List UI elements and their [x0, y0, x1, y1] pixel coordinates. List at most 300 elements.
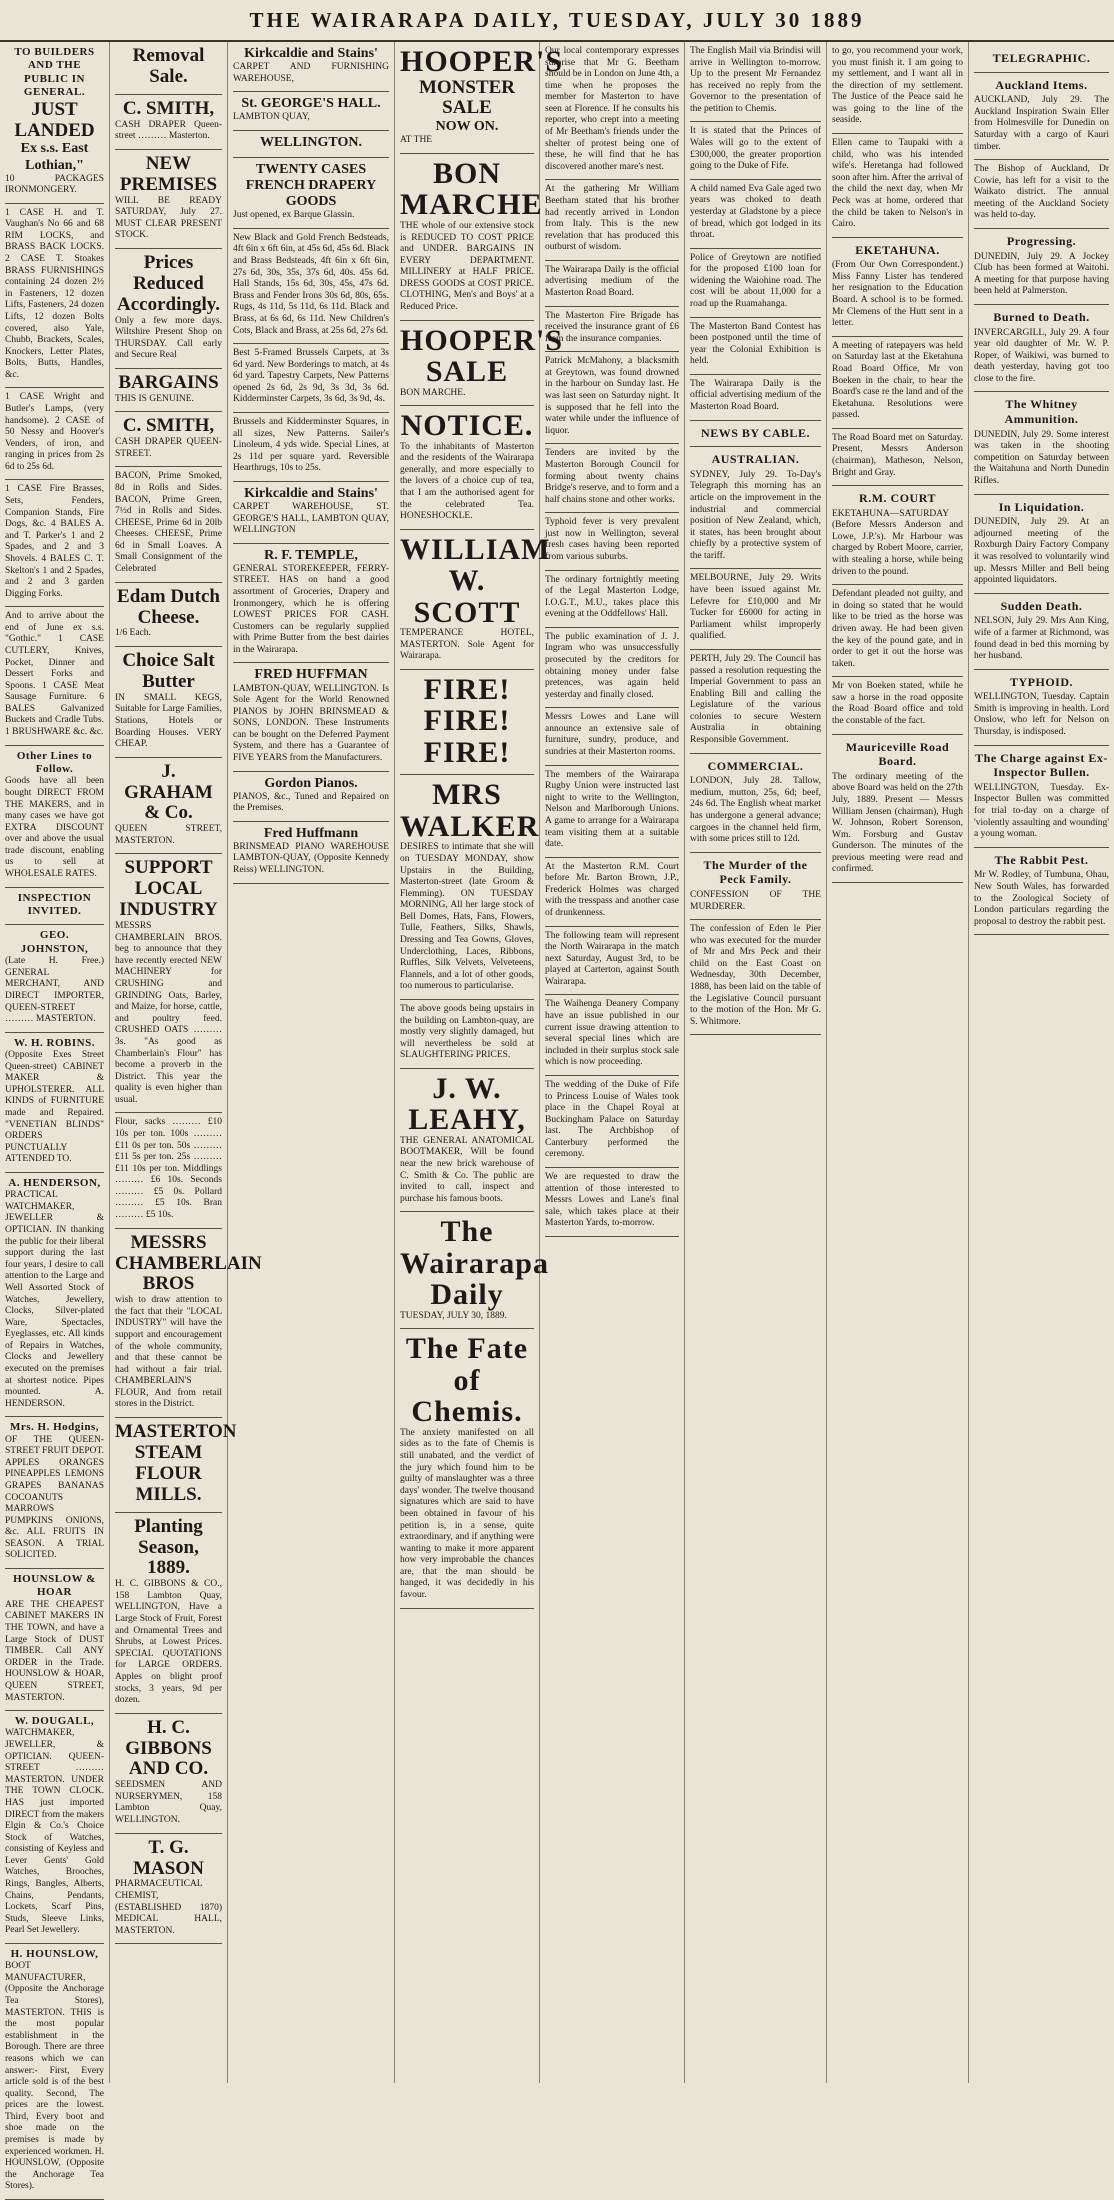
block-heading: Sudden Death.: [1000, 598, 1083, 613]
divider: [545, 707, 679, 708]
divider: [233, 130, 389, 131]
article-block: [233, 667, 389, 764]
divider: [832, 237, 963, 238]
divider: [400, 774, 534, 775]
divider: [974, 745, 1109, 746]
block-heading: MRS WALKER: [400, 778, 540, 843]
article-block: [115, 1231, 262, 1411]
article-block: [690, 322, 821, 368]
article-block: [690, 858, 821, 913]
divider: [400, 529, 534, 530]
block-body-text: The Waihenga Deanery Company have an issue published in our current issue drawing attention to several special lines which are included in their surplus stock sale which is now proceeding.: [545, 999, 679, 1068]
article-block: [233, 486, 389, 537]
article-block: [5, 208, 104, 382]
block-body-text: The Masterton Fire Brigade has received the insurance grant of £6 from the insurance companies.: [545, 310, 679, 344]
article-block: [690, 654, 821, 747]
article-block: [400, 1004, 534, 1062]
block-heading: SUPPORT LOCAL INDUSTRY: [119, 857, 218, 921]
block-heading: Mauriceville Road Board.: [845, 739, 950, 769]
divider: [5, 203, 104, 204]
block-heading: Other Lines to Follow.: [16, 749, 93, 776]
article-block: [974, 397, 1109, 487]
article-block: [400, 1215, 549, 1322]
block-heading: WILLIAM W. SCOTT: [400, 532, 551, 629]
block-heading: Planting Season, 1889.: [134, 1515, 203, 1579]
block-body-text: AT THE: [400, 135, 433, 146]
block-heading: In Liquidation.: [998, 499, 1085, 514]
block-body-text: LAMBTON-QUAY, WELLINGTON. Is Sole Agent for the World Renowned PIANOS by JOHN BRINSMEAD & SONS, LONDON. These Instruments can be bought on the Deferred Payment System, and there has a Guarantee of FIVE YEARS from the Manufacturers.: [233, 683, 389, 763]
divider: [400, 999, 534, 1000]
column-4: [395, 42, 564, 2083]
divider: [233, 412, 389, 413]
block-heading: Kirkcaldie and Stains': [244, 46, 378, 61]
block-body-text: 1 CASE Wright and Butler's Lamps, (very handsome). 2 CASE of 50 Nessy and Hoover's Venders, of iron, and ranging in prices from 2s 6d to 25s 6d.: [5, 392, 104, 472]
block-body-text: Mr von Boeken stated, while he saw a horse in the road opposite the Road Board office and told the constable of the fact.: [832, 681, 963, 726]
block-heading: MESSRS CHAMBERLAIN BROS: [115, 1231, 262, 1295]
block-heading: HOOPER'S SALE: [400, 323, 564, 389]
article-block: [974, 234, 1109, 298]
divider: [974, 72, 1109, 73]
article-block: [690, 253, 821, 311]
divider: [115, 1512, 222, 1513]
divider: [400, 1328, 534, 1329]
article-block: [545, 712, 679, 758]
block-heading: BARGAINS: [118, 371, 219, 393]
block-body-text: LAMBTON QUAY,: [233, 112, 310, 123]
divider: [5, 1416, 104, 1417]
divider: [545, 570, 679, 571]
block-heading: Mrs. H. Hodgins,: [10, 1421, 99, 1434]
divider: [974, 304, 1109, 305]
block-heading: TYPHOID.: [1009, 674, 1073, 689]
divider: [832, 734, 963, 735]
block-heading: Auckland Items.: [995, 77, 1088, 92]
block-body-text: (From Our Own Correspondent.) Miss Fanny Lister has tendered her resignation to the Education Board. A school is to be formed. Mr Clemens of the Hutt sent in a letter.: [832, 260, 963, 329]
article-block: [400, 1333, 534, 1601]
article-block: [233, 548, 389, 657]
block-body-text: The public examination of J. J. Ingram who was unsuccessfully prosecuted by the creditors for obtaining money under false pretences, was again held yesterday and finally closed.: [545, 631, 679, 700]
article-block: [974, 164, 1109, 222]
block-body-text: The Masterton Band Contest has been postponed until the time of year the Colonial Exhibition is held.: [690, 321, 821, 367]
divider: [400, 320, 534, 321]
divider: [115, 149, 222, 150]
block-body-text: SEEDSMEN AND NURSERYMEN, 158 Lambton Quay, WELLINGTON.: [115, 1780, 222, 1826]
block-heading: INSPECTION INVITED.: [17, 891, 92, 918]
block-body-text: New Black and Gold French Bedsteads, 4ft 6in x 6ft 6in, at 45s 6d, 45s 6d. Black and Brass Bedsteads, 4ft 6in x 6ft 6in, 27s 6d, 30s, 35s, 37s 6d, 40s. 45s 6d. Hall Stands, 15s 6d, 30s, 45s, 47s 6d. Brass and Fender Irons 30s 6d, 80s, 65s. Rugs, 4s 11d, 5s 11d, 6s 11d. Black and Brass, at 6s 6d, 6s 11d. New Children's Cots, Black and Brass, at 25s 6d, 27s 6d.: [233, 232, 389, 336]
block-body-text: Patrick McMahony, a blacksmith at Greytown, was found drowned in the harbour on Sunday last. He was last seen on Saturday night. It is supposed that he fell into the water while under the influence of liquor.: [545, 356, 679, 436]
article-block: [974, 78, 1109, 154]
article-block: [545, 184, 679, 253]
article-block: [233, 135, 389, 151]
block-heading: The Whitney Ammunition.: [1004, 397, 1079, 427]
divider: [233, 228, 389, 229]
block-body-text: BACON, Prime Smoked, 8d in Rolls and Sides. BACON, Prime Green, 7½d in Rolls and Sides. CHEESE, Prime 6d in 20lb Cheeses. CHEESE, Prime 6d in Small Loaves. A Small Consignment of the Celebrated: [115, 471, 222, 575]
article-block: [832, 681, 963, 727]
block-heading: AUSTRALIAN.: [711, 452, 800, 467]
divider: [5, 1568, 104, 1569]
block-heading: NOTICE.: [400, 409, 534, 443]
divider: [115, 466, 222, 467]
divider: [115, 1228, 222, 1229]
block-heading: WELLINGTON.: [259, 134, 363, 150]
divider: [400, 1068, 534, 1069]
divider: [115, 757, 222, 758]
block-body-text: MESSRS CHAMBERLAIN BROS. beg to announce that they have recently erected NEW MACHINERY for CRUSHING and GRINDING Oats, Barley, and Maize, for horse, cattle, and poultry feed. CRUSHED OATS ……… 3s. "As good as Chamberlain's Flour" has become a proverb in the District. This year the quality is even higher than usual.: [115, 921, 222, 1105]
block-body-text: A child named Eva Gale aged two years was choked to death yesterday at Gladstone by a piece of bread, which got lodged in its throat.: [690, 183, 821, 241]
article-block: [690, 126, 821, 172]
block-body-text: to go, you recommend your work, you must finish it. I am going to my settlement, and I want all in the direction of my settlement. The Justice of the Peace said he was going to the line of the seaside.: [832, 46, 963, 126]
block-body-text: The Bishop of Auckland, Dr Cowie, has left for a visit to the Waikato district. The annual meeting of the Auckland Society was held to-day.: [974, 164, 1109, 221]
block-body-text: wish to draw attention to the fact that their "LOCAL INDUSTRY" will have the support and encouragement of the whole community, and that these cannot be had without a fair trial. CHAMBERLAIN'S FLOUR, And from retail stores in the District.: [115, 1295, 222, 1410]
block-body-text: PHARMACEUTICAL CHEMIST, (ESTABLISHED 1870) MEDICAL HALL, MASTERTON.: [115, 1879, 222, 1936]
article-block: [545, 999, 679, 1068]
divider: [974, 391, 1109, 392]
divider: [5, 1710, 104, 1711]
divider: [233, 771, 389, 772]
divider: [832, 428, 963, 429]
block-body-text: It is stated that the Princes of Wales will go to the extent of £300,000, the greater proportion going to the Duke of Fife.: [690, 126, 821, 172]
article-block: [690, 46, 821, 115]
article-block: [400, 532, 551, 663]
block-body-text: At the gathering Mr William Beetham stated that his brother had recently arrived in London from Italy. This is the new revelation that has produced this outburst of wisdom.: [545, 184, 679, 253]
article-block: [5, 1715, 104, 1937]
article-block: [690, 452, 821, 562]
block-body-text: To the inhabitants of Masterton and the residents of the Wairarapa generally, and more especially to the lovers of a choice cup of tea, that I am the authorised agent for the celebrated Tea. HONESHOCKLE.: [400, 441, 534, 522]
divider: [5, 1943, 104, 1944]
block-heading: H. C. GIBBONS AND CO.: [125, 1716, 212, 1780]
divider: [233, 821, 389, 822]
article-block: [233, 826, 389, 877]
divider: [690, 852, 821, 853]
divider: [545, 179, 679, 180]
block-heading: NEWS BY CABLE.: [701, 425, 810, 440]
divider: [832, 336, 963, 337]
divider: [545, 627, 679, 628]
article-block: [5, 392, 104, 473]
article-block: [974, 500, 1109, 587]
article-block: [545, 632, 679, 701]
article-block: [974, 599, 1109, 663]
article-block: [5, 611, 104, 738]
block-heading: HOUNSLOW & HOAR: [13, 1573, 96, 1599]
block-body-text: Ellen came to Taupaki with a child, who was his intended wife's. Heretanga had followed soon after him. After the arrival of the child the next day, when Mr Peck was at home, ordered that the child be taken to Nelson's in Cairo.: [832, 138, 963, 230]
block-body-text: The Wairarapa Daily is the official advertising medium of the Masterton Road Board.: [545, 264, 679, 298]
block-heading: COMMERCIAL.: [707, 758, 804, 773]
block-heading: J. GRAHAM & Co.: [124, 760, 213, 824]
block-body-text: The Road Board met on Saturday. Present, Messrs Anderson (chairman), Matheson, Nelson, Bright and Gray.: [832, 432, 963, 478]
block-body-text: WELLINGTON, Tuesday. Captain Smith is improving in health. Lord Onslow, who left for Nelson on Thursday, is indisposed.: [974, 692, 1109, 738]
article-block: [690, 924, 821, 1028]
block-body-text: WATCHMAKER, JEWELLER, & OPTICIAN. QUEEN-STREET ……… MASTERTON. UNDER THE TOWN CLOCK. HAS just imported DIRECT from the makers Elgin & Co.'s Choice Stock of Watches, consisting of Keyless and Lever Gents' Gold Watches, Brooches, Rings, Bangles, Alberts, Chains, Pendants, Lockets, Scarf Pins, Studs, Sleeve Links, Pearl Set Jewellery.: [5, 1728, 104, 1936]
divider: [5, 745, 104, 746]
block-heading: BON MARCHE: [400, 156, 543, 222]
column-1: [0, 42, 110, 2192]
block-body-text: GENERAL STOREKEEPER, FERRY-STREET. HAS on hand a good assortment of Groceries, Drapery and Ironmongery, which he is offering LOWEST PRICES FOR CASH. Customers can be regularly supplied with Prime Butter from the best dairies in the Wairarapa.: [233, 563, 389, 655]
divider: [115, 646, 222, 647]
article-block: [400, 45, 564, 147]
article-block: [545, 1172, 679, 1230]
divider: [974, 934, 1109, 935]
divider: [115, 368, 222, 369]
block-body-text: Police of Greytown are notified for the proposed £100 loan for widening the Waiohine road. The cost will be about 11,000 for a road up the Ruamahanga.: [690, 252, 821, 309]
divider: [832, 133, 963, 134]
block-body-text: H. C. GIBBONS & CO., 158 Lambton Quay, WELLINGTON, Have a Large Stock of Fruit, Forest and Ornamental Trees and Shrubs, at Lowest Prices. SPECIAL QUOTATIONS for LARGE ORDERS. Apples on blight proof stocks, 3 years, 9d per dozen.: [115, 1579, 222, 1706]
block-body-text: (Opposite Exes Street Queen-street) CABINET MAKER & UPHOLSTERER. ALL KINDS of FURNITURE made and Repaired. "VENETIAN BLINDS" ORDERS PUNCTUALLY ATTENDED TO.: [5, 1050, 104, 1165]
article-block: [233, 46, 389, 85]
block-subheading: MONSTER SALE: [418, 76, 516, 119]
divider: [545, 260, 679, 261]
divider: [5, 1172, 104, 1173]
divider: [115, 582, 222, 583]
divider: [233, 157, 389, 158]
divider: [832, 882, 963, 883]
divider: [545, 1167, 679, 1168]
block-heading: C. SMITH,: [122, 415, 215, 437]
article-block: [233, 348, 389, 406]
article-block: [5, 750, 104, 881]
block-body-text: EKETAHUNA—SATURDAY (Before Messrs Anderson and Lowe, J.P.'s). Mr Harbour was charged by Robert Moore, carrier, with stealing a horse, while being driven to the pound.: [832, 508, 963, 577]
article-block: [115, 1718, 222, 1827]
article-block: [832, 740, 963, 876]
block-heading: Choice Salt Butter: [122, 649, 215, 692]
block-body-text: DUNEDIN, July 29. A Jockey Club has been formed at Waitohi. A meeting for that purpose having been held at Palmerston.: [974, 251, 1109, 297]
block-heading: EKETAHUNA.: [855, 242, 940, 257]
divider: [115, 1943, 222, 1944]
article-block: [115, 416, 222, 460]
block-heading: H. HOUNSLOW,: [10, 1947, 99, 1960]
block-heading: W. H. ROBINS.: [14, 1036, 95, 1049]
block-heading: R.M. COURT: [859, 491, 936, 506]
block-body-text: We are requested to draw the attention of those interested to Messrs Lowes and Lane's final sale, which takes place at their Masterton Yards, to-morrow.: [545, 1171, 679, 1229]
divider: [545, 765, 679, 766]
block-body-text: The Wairarapa Daily is the official advertising medium of the Masterton Road Board.: [690, 378, 821, 413]
divider: [233, 343, 389, 344]
article-block: [832, 491, 963, 578]
block-body-text: The ordinary fortnightly meeting of the Legal Masterton Lodge, I.O.G.T., M.U., takes place this evening at the Oddfellows' Hall.: [545, 574, 679, 620]
divider: [233, 662, 389, 663]
article-block: [115, 587, 222, 640]
article-block: [115, 253, 222, 362]
block-heading: Progressing.: [1006, 234, 1077, 249]
article-block: [690, 759, 821, 846]
divider: [690, 649, 821, 650]
masthead-title: THE WAIRARAPA DAILY, TUESDAY, JULY 30 1889: [249, 8, 865, 32]
article-block: [5, 1573, 104, 1704]
divider: [400, 1211, 534, 1212]
divider: [115, 248, 222, 249]
block-body-text: The English Mail via Brindisi will arrive in Wellington to-morrow. Up to the present Mr Fernandez has received no reply from the Governor to the presentation of the petition to Chemis.: [690, 46, 821, 114]
block-body-text: PRACTICAL WATCHMAKER, JEWELLER & OPTICIAN. IN thanking the public for their liberal support during the last four years, I desire to call attention to the Large and Well Assorted Stock of Watches, Jewellery, Clocks, Silver-plated Ware, Spectacles, Eyeglasses, etc. All kinds of Repairs in Watches, Clocks and Jewellery executed on the premises at shortest notice. Pipes mounted. A. HENDERSON.: [5, 1190, 104, 1409]
divider: [690, 248, 821, 249]
block-body-text: Typhoid fever is very prevalent just now in Wellington, several fresh cases having been reported from various suburbs.: [545, 517, 679, 562]
article-block: [974, 853, 1109, 929]
block-body-text: SYDNEY, July 29. To-Day's Telegraph this morning has an article on the improvement in the industrial and commercial position of New Zealand, which, it states, has been brought about chiefly by a protective system of the tariff.: [690, 469, 821, 561]
block-body-text: Messrs Lowes and Lane will announce an extensive sale of furniture, sundry, produce, and sundries at their Masterton rooms.: [545, 712, 679, 758]
article-block: [545, 931, 679, 989]
block-body-text: ARE THE CHEAPEST CABINET MAKERS IN THE TOWN, and have a Large Stock of DUST TIMBER. Call ANY ORDER in the Trade. HOUNSLOW & HOAR, QUEEN STREET, MASTERTON.: [5, 1599, 104, 1703]
article-block: [5, 1421, 104, 1562]
article-block: [115, 762, 222, 848]
divider: [5, 606, 104, 607]
divider: [690, 919, 821, 920]
divider: [690, 568, 821, 569]
block-heading: The Murder of the Peck Family.: [703, 857, 808, 887]
divider: [233, 91, 389, 92]
article-block: [545, 46, 679, 173]
block-body-text: 1 CASE H. and T. Vaughan's No 66 and 68 RIM LOCKS, and BRASS BACK LOCKS. 2 CASE T. Stoakes BRASS FURNISHINGS containing 24 dozen 2½ in Fasteners, 12 dozen Lifts, Fasteners, 24 dozen Lifts, 12 dozen Bolts covered, also Yale, Chubb, Brackets, Scales, Knockers, Letter Plates, Bolts, Butts, Handles, &c.: [5, 207, 104, 380]
article-block: [832, 243, 963, 330]
article-block: [545, 517, 679, 563]
block-subheading-2: Ex s.s. East Lothian,": [20, 141, 89, 173]
block-heading: The Wairarapa Daily: [400, 1215, 549, 1312]
block-body-text: Our local contemporary expresses surprise that Mr G. Beetham should be in London on June 4th, a time when he proposes the member for Masterton to have seen at Florence. If he consults his reporter, who crept into a meeting of Mr Beetham's friends under the shelter of protest being one of these, he will find that he has discovered another mare's nest.: [545, 46, 679, 172]
block-body-text: THE whole of our extensive stock is REDUCED TO COST PRICE and UNDER. BARGAINS IN EVERY DEPARTMENT. MILLINERY at HALF PRICE. DRESS GOODS at COST PRICE. CLOTHING, Men's and Boys' at a Reduced Price.: [400, 220, 534, 312]
block-heading: FIRE! FIRE! FIRE!: [423, 672, 511, 769]
divider: [545, 443, 679, 444]
block-body-text: DUNEDIN, July 29. At an adjourned meeting of the Roxburgh Dairy Factory Company it was resolved to voluntarily wind up. Messrs Miller and Bell being appointed liquidators.: [974, 517, 1109, 586]
block-body-text: PERTH, July 29. The Council has passed a resolution requesting the Imperial Government to pass an Enabling Bill and calling the Legislature of the various colonies to secure Western Australia in obtaining Responsible Government.: [690, 653, 821, 745]
block-body-text: NELSON, July 29. Mrs Ann King, wife of a farmer at Richmond, was found dead in bed this morning by her husband.: [974, 616, 1109, 662]
block-body-text: TEMPERANCE HOTEL, MASTERTON. Sole Agent for Wairarapa.: [400, 628, 534, 662]
block-heading: TELEGRAPHIC.: [992, 51, 1091, 65]
divider: [690, 179, 821, 180]
block-body-text: CASH DRAPER QUEEN-STREET.: [115, 437, 222, 459]
divider: [5, 1032, 104, 1033]
block-body-text: Mr W. Rodley, of Tumbuna, Ohau, New South Wales, has forwarded to the Zoological Society of London particulars regarding the proposal to destroy the rabbit pest.: [974, 870, 1109, 927]
article-block: [5, 1177, 104, 1410]
article-block: [233, 776, 389, 815]
block-heading: The Charge against Ex-Inspector Bullen.: [975, 750, 1108, 780]
block-body-text: Flour, sacks ……… £10 10s per ton. 100s ……… £11 0s per ton. 50s ……… £11 5s per ton. 25s ……… £11 10s per ton. Middlings ……… £6 10s. Seconds ……… £5 0s. Pollard ……… £5 10s. Bran ……… £5 10s.: [115, 1117, 222, 1221]
article-block: [400, 323, 564, 400]
block-heading: MASTERTON STEAM FLOUR MILLS.: [115, 1421, 237, 1505]
block-body-text: CARPET AND FURNISHING WAREHOUSE,: [233, 62, 389, 84]
article-block: [115, 1117, 222, 1221]
block-body-text: MELBOURNE, July 29. Writs have been issued against Mr. Lefevre for £10,000 and Mr Tucker for £6000 for acting in Parliament whilst improperly qualified.: [690, 573, 821, 642]
block-heading: The Rabbit Pest.: [994, 852, 1089, 867]
block-body-text: Brussels and Kidderminster Squares, in all sizes, New Patterns. Sailer's Linoleum, 4 yds wide. Special Lines, at 2s 11d per square yard. Reversible Hearthrugs, 10s to 25s.: [233, 416, 389, 474]
divider: [974, 494, 1109, 495]
block-body-text: CONFESSION OF THE MURDERER.: [690, 889, 821, 912]
block-body-text: DESIRES to intimate that she will on TUESDAY MONDAY, show Upstairs in the Building, Masterton-street (late Groom & Flemming). ON TUESDAY MORNING, All her large stock of Bell Domes, Hats, Fans, Flowers, Tulle, Feathers, Silks, Shawls, Dressing and Tea Gowns, Gloves, Underclothing, Laces, Ribbons, Ruffles, Silk Velvets, Velveteens, Flannels, and a lot of other goods, too numerous to particularise.: [400, 842, 534, 992]
divider: [5, 387, 104, 388]
column-8: [969, 42, 1114, 2083]
article-block: [115, 1421, 237, 1506]
article-block: [5, 892, 104, 919]
block-body-text: The anxiety manifested on all sides as to the fate of Chemis is still unabated, and the verdict of the jury which found him to be guilty of manslaughter was a three days' wonder. The twelve thousand signatures which are said to have been obtained in favour of his petition is, in a sense, quite extraordinary, and if anything were wanting to make it more apparent how very improbable the chances are, that the man should be hanged, it was decidedly in his favour.: [400, 1427, 534, 1600]
divider: [545, 926, 679, 927]
divider: [690, 374, 821, 375]
masthead: [0, 0, 1114, 42]
block-body-text: THIS IS GENUINE.: [115, 393, 194, 404]
divider: [545, 1075, 679, 1076]
block-body-text: And to arrive about the end of June ex s.s. "Gothic." 1 CASE CUTLERY, Knives, Pocket, Dinner and Dessert Forks and Spoons. 1 CASE Meat Sausage Furniture. 6 BALES Galvanized Buckets and Cradle Tubs. 1 BRUSHWARE &c. &c.: [5, 611, 104, 738]
block-body-text: AUCKLAND, July 29. The Auckland Inspiration Swain Eller from Holmesville for Dunedin on Saturday with a cargo of Kauri timber.: [974, 95, 1109, 152]
column-6: [685, 42, 827, 2083]
divider: [400, 1608, 534, 1609]
divider: [545, 994, 679, 995]
divider: [690, 446, 821, 447]
article-block: [115, 99, 222, 143]
column-3: [228, 42, 395, 2083]
divider: [115, 853, 222, 854]
article-block: [690, 426, 821, 441]
block-body-text: Just opened, ex Barque Glassin.: [233, 210, 355, 221]
divider: [115, 411, 222, 412]
block-heading: TWENTY CASES FRENCH DRAPERY GOODS: [245, 162, 377, 210]
article-block: [974, 675, 1109, 739]
article-block: [545, 311, 679, 346]
divider: [400, 405, 534, 406]
article-block: [690, 573, 821, 642]
block-heading: Kirkcaldie and Stains': [244, 485, 378, 501]
divider: [5, 887, 104, 888]
article-block: [545, 575, 679, 621]
article-block: [115, 46, 222, 88]
block-subheading-2: NOW ON.: [435, 119, 499, 135]
article-block: [974, 751, 1109, 841]
block-heading: W. DOUGALL,: [14, 1715, 95, 1728]
block-body-text: Goods have all been bought DIRECT FROM THE MAKERS, and in many cases we have got EXTRA DISCOUNT over and above the usual trade discount, enabling us to sell at WHOLESALE RATES.: [5, 776, 104, 880]
article-block: [5, 929, 104, 1025]
block-body-text: Best 5-Framed Brussels Carpets, at 3s 6d yard. New Borderings to match, at 4s 6d yard. Tapestry Carpets, New Patterns opened 2s 6d, 2s 9d, 3s 3d, 3s 6d. Kidderminster Carpets, 3s 6d, 3s 9d, 4s.: [233, 348, 389, 405]
block-body-text: 1/6 Each.: [115, 628, 151, 639]
divider: [115, 1713, 222, 1714]
block-body-text: BRINSMEAD PIANO WAREHOUSE LAMBTON-QUAY, (Opposite Kennedy Reiss) WELLINGTON.: [233, 841, 389, 876]
block-body-text: 10 PACKAGES IRONMONGERY.: [5, 173, 104, 196]
block-body-text: BOOT MANUFACTURER, (Opposite the Anchorage Tea Stores), MASTERTON. THIS is the most popular establishment in the Borough. There are three reasons which we can answer:- First, Every article sold is of the best quality. Second, The prices are the lowest. Third, Every boot and shoe made on the premises is made by experienced workmen. H. HOUNSLOW, (Opposite the Anchorage Tea Stores).: [5, 1961, 104, 2192]
article-block: [115, 651, 222, 751]
article-block: [545, 356, 679, 437]
article-block: [5, 1037, 104, 1166]
column-2: [110, 42, 262, 2083]
block-body-text: LONDON, July 28. Tallow, medium, mutton, 25s, 6d; beef, 24s 6d. The English wheat market has undergone a general advance; cargoes in the channel held firm, with some prices still to 12d.: [690, 776, 821, 845]
divider: [233, 543, 389, 544]
divider: [400, 153, 534, 154]
article-block: [233, 96, 389, 124]
block-body-text: (Late H. Free.) GENERAL MERCHANT, AND DIRECT IMPORTER, QUEEN-STREET ……… MASTERTON.: [5, 956, 104, 1025]
block-heading: HOOPER'S: [400, 45, 564, 78]
divider: [5, 479, 104, 480]
block-body-text: TUESDAY, JULY 30, 1889.: [400, 1310, 507, 1321]
divider: [690, 1034, 821, 1035]
block-body-text: WILL BE READY SATURDAY, July 27. MUST CLEAR PRESENT STOCK.: [115, 195, 222, 241]
block-body-text: 1 CASE Fire Brasses, Sets, Fenders, Companion Stands, Fire Dogs, &c. 4 BALES A. and T. Parker's 1 and 2 Spades, and 2 and 3 Shovels. 4 BALES C. T. Skelton's 1 and 2 Spades, and 2 and 3 garden Digging Forks.: [5, 484, 104, 599]
divider: [690, 420, 821, 421]
block-body-text: The ordinary meeting of the above Board was held on the 27th July, 1889. Present — Messrs William Jensen (chairman), Hugh W. Johnson, Robert Sorenson, Wm. Forsburg and Gustav Gunderson. The minutes of the previous meeting were read and confirmed.: [832, 771, 963, 875]
block-body-text: CASH DRAPER Queen-street ……… Masterton.: [115, 119, 222, 142]
article-block: [115, 154, 222, 242]
divider: [115, 1833, 222, 1834]
block-heading: J. W. LEAHY,: [408, 1071, 526, 1137]
block-heading: C. SMITH,: [122, 97, 215, 119]
article-block: [545, 448, 679, 506]
block-body-text: The above goods being upstairs in the building on Lambton-quay, are mostly very slightly damaged, but will nevertheless be sold at SLAUGHTERING PRICES.: [400, 1003, 534, 1061]
article-block: [545, 862, 679, 920]
article-block: [400, 674, 534, 769]
divider: [832, 676, 963, 677]
block-heading: R. F. TEMPLE,: [264, 547, 358, 563]
divider: [690, 753, 821, 754]
divider: [233, 481, 389, 482]
article-block: [115, 471, 222, 575]
divider: [400, 669, 534, 670]
divider: [5, 924, 104, 925]
divider: [690, 121, 821, 122]
divider: [545, 306, 679, 307]
block-body-text: The confession of Eden le Pier who was executed for the murder of Mr and Mrs Peck and their child on the East Coast on Wednesday, 30th December, 1888, has been laid on the table of the Legislative Council pursuant to the motion of the Hon. Mr G. S. Whitmore.: [690, 924, 821, 1027]
block-body-text: Only a few more days. Wiltshire Present Shop on THURSDAY. Call early and Secure Real: [115, 315, 222, 361]
